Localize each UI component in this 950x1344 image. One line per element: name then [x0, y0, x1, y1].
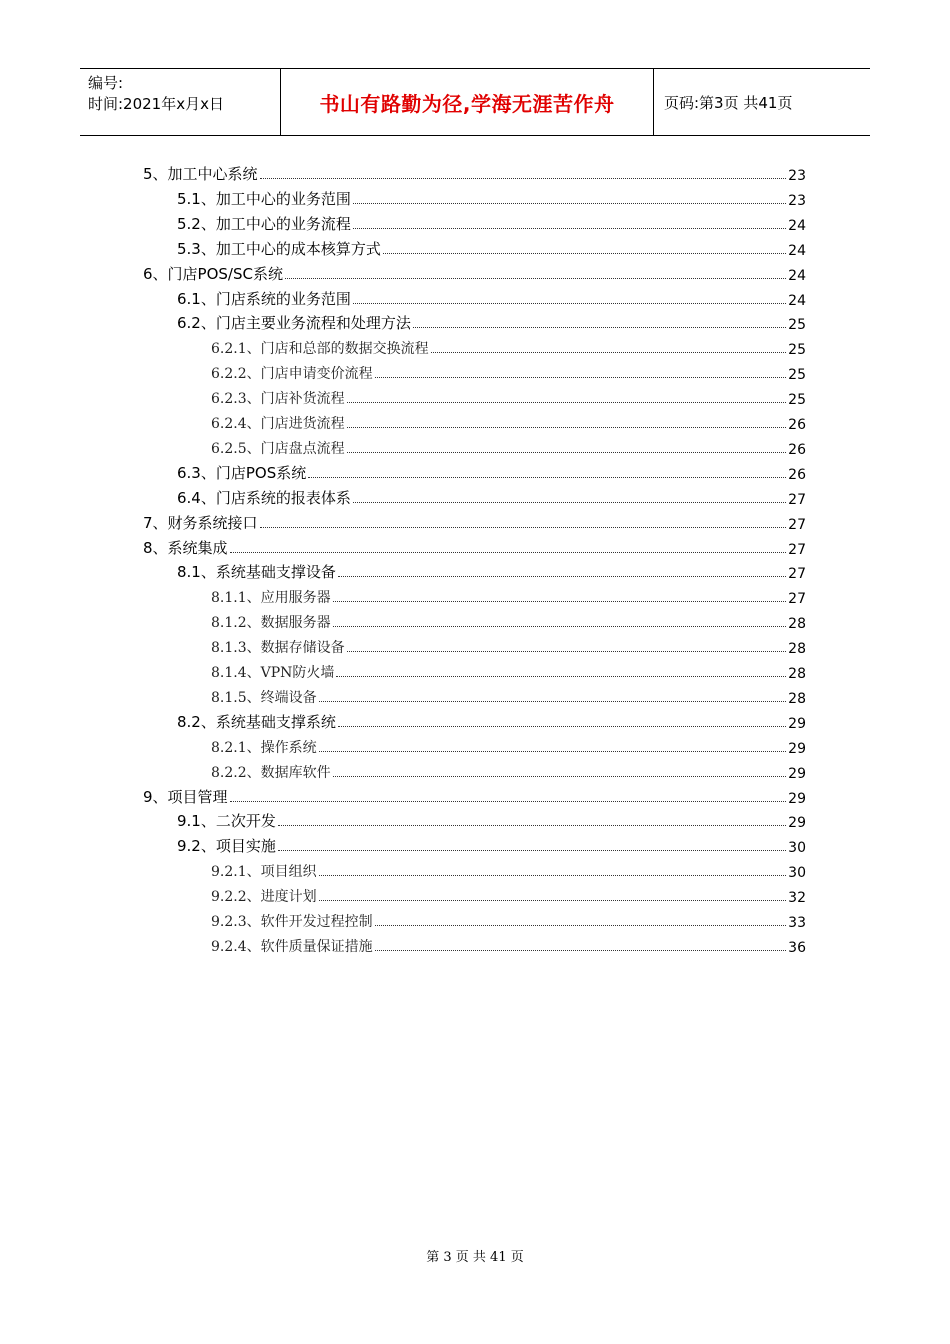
toc-entry-label: 6.3、门店POS系统 — [177, 463, 307, 482]
toc-entry-page: 26 — [788, 441, 806, 458]
toc-entry[interactable] — [177, 807, 806, 831]
toc-dot-leader — [308, 477, 786, 478]
toc-entry[interactable] — [177, 459, 806, 483]
toc-entry-label: 5.3、加工中心的成本核算方式 — [177, 239, 381, 258]
toc-entry-page: 25 — [788, 342, 806, 359]
toc-entry-label: 8.2.2、数据库软件 — [211, 764, 331, 781]
toc-entry-label: 6.2.3、门店补货流程 — [211, 391, 345, 408]
toc-entry-label: 6.2.1、门店和总部的数据交换流程 — [211, 341, 429, 358]
toc-entry-page: 29 — [788, 765, 806, 782]
toc-entry[interactable] — [211, 882, 806, 906]
toc-entry-label: 6.2.5、门店盘点流程 — [211, 440, 345, 457]
toc-dot-leader — [375, 950, 787, 951]
toc-dot-leader — [353, 303, 786, 304]
toc-dot-leader — [347, 427, 787, 428]
toc-entry-page: 24 — [788, 292, 806, 309]
toc-entry[interactable] — [143, 260, 806, 284]
toc-entry-page: 24 — [788, 217, 806, 234]
toc-dot-leader — [413, 327, 786, 328]
toc-entry-label: 9.1、二次开发 — [177, 812, 276, 831]
toc-dot-leader — [230, 552, 787, 553]
toc-entry[interactable] — [211, 409, 806, 433]
toc-entry[interactable] — [211, 334, 806, 358]
toc-entry[interactable] — [177, 708, 806, 732]
toc-entry[interactable] — [211, 608, 806, 632]
toc-dot-leader — [285, 278, 786, 279]
toc-entry-page: 27 — [788, 541, 806, 558]
toc-dot-leader — [333, 601, 787, 602]
toc-entry-label: 5.1、加工中心的业务范围 — [177, 189, 351, 208]
toc-entry-page: 26 — [788, 417, 806, 433]
toc-dot-leader — [333, 776, 787, 777]
toc-dot-leader — [353, 502, 786, 503]
time-label: 时间:2021年x月x日 — [88, 95, 224, 113]
toc-entry[interactable] — [211, 633, 806, 657]
toc-entry-label: 6.2.2、门店申请变价流程 — [211, 366, 373, 383]
toc-dot-leader — [336, 676, 786, 677]
toc-entry-page: 28 — [788, 616, 806, 633]
toc-entry-page: 28 — [788, 666, 806, 682]
toc-entry[interactable] — [177, 558, 806, 582]
toc-entry[interactable] — [211, 733, 806, 757]
toc-entry-label: 9.2、项目实施 — [177, 837, 276, 856]
page-header — [80, 68, 870, 136]
header-motto: 书山有路勤为径,学海无涯苦作舟 — [281, 69, 654, 135]
toc-dot-leader — [278, 825, 786, 826]
toc-entry-page: 29 — [788, 715, 806, 732]
toc-dot-leader — [333, 626, 787, 627]
toc-entry[interactable] — [211, 857, 806, 881]
toc-entry-page: 30 — [788, 865, 806, 882]
toc-entry-label: 9.2.1、项目组织 — [211, 864, 317, 881]
toc-entry[interactable] — [143, 160, 806, 184]
toc-entry-page: 33 — [788, 915, 806, 931]
toc-dot-leader — [375, 925, 787, 926]
toc-entry-label: 5.2、加工中心的业务流程 — [177, 214, 351, 233]
toc-entry[interactable] — [211, 359, 806, 383]
toc-dot-leader — [353, 203, 786, 204]
toc-entry[interactable] — [177, 210, 806, 234]
toc-entry-page: 29 — [788, 790, 806, 807]
toc-entry-label: 8.1.4、VPN防火墙 — [211, 665, 335, 681]
toc-entry-label: 7、财务系统接口 — [143, 513, 258, 532]
toc-entry[interactable] — [211, 384, 806, 408]
toc-entry-page: 32 — [788, 890, 806, 907]
toc-dot-leader — [353, 228, 786, 229]
toc-entry[interactable] — [211, 583, 806, 607]
toc-entry-label: 8.1.5、终端设备 — [211, 689, 317, 706]
toc-entry-label: 9、项目管理 — [143, 787, 228, 806]
toc-entry[interactable] — [211, 907, 806, 931]
toc-entry[interactable] — [177, 285, 806, 309]
toc-entry[interactable] — [143, 783, 806, 807]
toc-entry-label: 8.2、系统基础支撑系统 — [177, 712, 336, 731]
toc-entry-label: 6.4、门店系统的报表体系 — [177, 488, 351, 507]
toc-entry-label: 8.1、系统基础支撑设备 — [177, 563, 336, 582]
toc-entry-page: 27 — [788, 491, 806, 508]
toc-dot-leader — [347, 402, 787, 403]
toc-entry[interactable] — [177, 832, 806, 856]
toc-dot-leader — [338, 726, 786, 727]
toc-dot-leader — [260, 178, 787, 179]
toc-dot-leader — [347, 452, 787, 453]
toc-entry[interactable] — [143, 509, 806, 533]
toc-dot-leader — [319, 751, 787, 752]
toc-entry[interactable] — [177, 235, 806, 259]
toc-entry-page: 29 — [788, 815, 806, 832]
toc-entry-page: 29 — [788, 740, 806, 757]
toc-dot-leader — [319, 900, 787, 901]
toc-entry[interactable] — [211, 683, 806, 707]
toc-entry-page: 28 — [788, 641, 806, 658]
number-label: 编号: — [88, 74, 124, 92]
toc-entry-label: 6.2.4、门店进货流程 — [211, 416, 345, 432]
toc-entry[interactable] — [177, 309, 806, 333]
toc-entry-page: 25 — [788, 392, 806, 409]
toc-entry-page: 27 — [788, 591, 806, 608]
toc-dot-leader — [338, 576, 786, 577]
toc-dot-leader — [260, 527, 787, 528]
toc-entry-label: 8.1.1、应用服务器 — [211, 590, 331, 607]
toc-entry-label: 8.1.2、数据服务器 — [211, 615, 331, 632]
toc-dot-leader — [319, 875, 787, 876]
toc-entry[interactable] — [177, 185, 806, 209]
toc-entry-page: 27 — [788, 516, 806, 533]
toc-entry-label: 8.1.3、数据存储设备 — [211, 640, 345, 657]
page-footer: 第 3 页 共 41 页 — [426, 1250, 524, 1265]
toc-entry-label: 5、加工中心系统 — [143, 165, 258, 183]
toc-entry-label: 9.2.2、进度计划 — [211, 889, 317, 906]
toc-dot-leader — [431, 352, 787, 353]
toc-entry-page: 28 — [788, 690, 806, 707]
toc-entry-page: 27 — [788, 566, 806, 583]
toc-entry-page: 23 — [788, 192, 806, 209]
toc-entry[interactable] — [143, 534, 806, 558]
toc-entry-page: 24 — [788, 242, 806, 259]
toc-entry-label: 9.2.4、软件质量保证措施 — [211, 938, 373, 955]
toc-entry-page: 25 — [788, 367, 806, 384]
toc-entry-page: 23 — [788, 168, 806, 184]
toc-entry-label: 6.2、门店主要业务流程和处理方法 — [177, 314, 411, 333]
toc-dot-leader — [347, 651, 787, 652]
toc-entry-page: 26 — [788, 466, 806, 483]
toc-dot-leader — [383, 253, 786, 254]
toc-entry[interactable] — [211, 434, 806, 458]
toc-entry-page: 25 — [788, 317, 806, 334]
toc-entry[interactable] — [177, 484, 806, 508]
toc-entry[interactable] — [211, 758, 806, 782]
toc-dot-leader — [230, 801, 787, 802]
toc-entry[interactable] — [211, 658, 806, 682]
toc-dot-leader — [375, 377, 787, 378]
toc-entry-page: 36 — [788, 939, 806, 956]
toc-entry-label: 9.2.3、软件开发过程控制 — [211, 914, 373, 930]
toc-entry-page: 24 — [788, 267, 806, 284]
toc-entry-page: 30 — [788, 840, 806, 857]
header-page-label: 页码:第3页 共41页 — [664, 93, 793, 112]
toc-entry-label: 8.2.1、操作系统 — [211, 739, 317, 756]
toc-dot-leader — [319, 701, 787, 702]
toc-entry-label: 6.1、门店系统的业务范围 — [177, 289, 351, 308]
toc-entry-label: 6、门店POS/SC系统 — [143, 264, 283, 283]
header-meta — [80, 69, 281, 135]
toc-dot-leader — [278, 850, 786, 851]
toc-entry-label: 8、系统集成 — [143, 538, 228, 557]
toc-entry[interactable] — [211, 932, 806, 956]
